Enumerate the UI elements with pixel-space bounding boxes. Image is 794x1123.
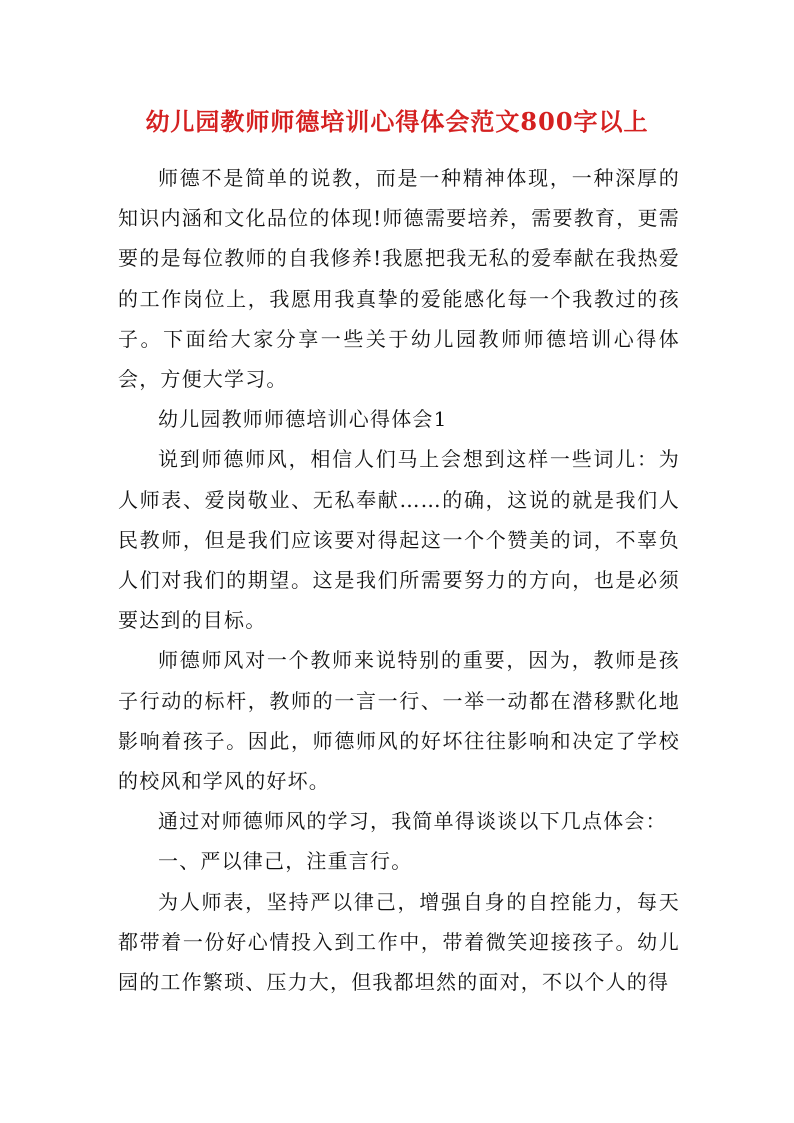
section-heading-1: 幼儿园教师师德培训心得体会1 — [158, 407, 448, 432]
paragraph: 为人师表，坚持严以律己，增强自身的自控能力，每天都带着一份好心情投入到工作中，带着微笑迎接孩子。幼儿园的工作繁琐、压力大，但我都坦然的面对，不以个人的得 — [118, 889, 680, 995]
paragraph: 通过对师德师风的学习，我简单得谈谈以下几点体会： — [158, 809, 667, 834]
point-heading-1: 一、严以律己，注重言行。 — [158, 849, 413, 874]
paragraph: 师德师风对一个教师来说特别的重要，因为，教师是孩子行动的标杆，教师的一言一行、一举一动都在潜移默化地影响着孩子。因此，师德师风的好坏往往影响和决定了学校的校风和学风的好坏。 — [118, 648, 680, 794]
document-body — [118, 158, 680, 1002]
paragraph-intro: 师德不是简单的说教，而是一种精神体现，一种深厚的知识内涵和文化品位的体现!师德需要培养，需要教育，更需要的是每位教师的自我修养!我愿把我无私的爱奉献在我热爱的工作岗位上，我愿用我真挚的爱能感化每一个我教过的孩子。下面给大家分享一些关于幼儿园教师师德培训心得体会，方便大学习。 — [118, 166, 680, 392]
paragraph: 说到师德师风，相信人们马上会想到这样一些词儿：为人师表、爱岗敬业、无私奉献……的确，这说的就是我们人民教师，但是我们应该要对得起这一个个赞美的词，不辜负人们对我们的期望。这是我们所需要努力的方向，也是必须要达到的目标。 — [118, 447, 680, 633]
document-title: 幼儿园教师师德培训心得体会范文800字以上 — [145, 107, 649, 136]
